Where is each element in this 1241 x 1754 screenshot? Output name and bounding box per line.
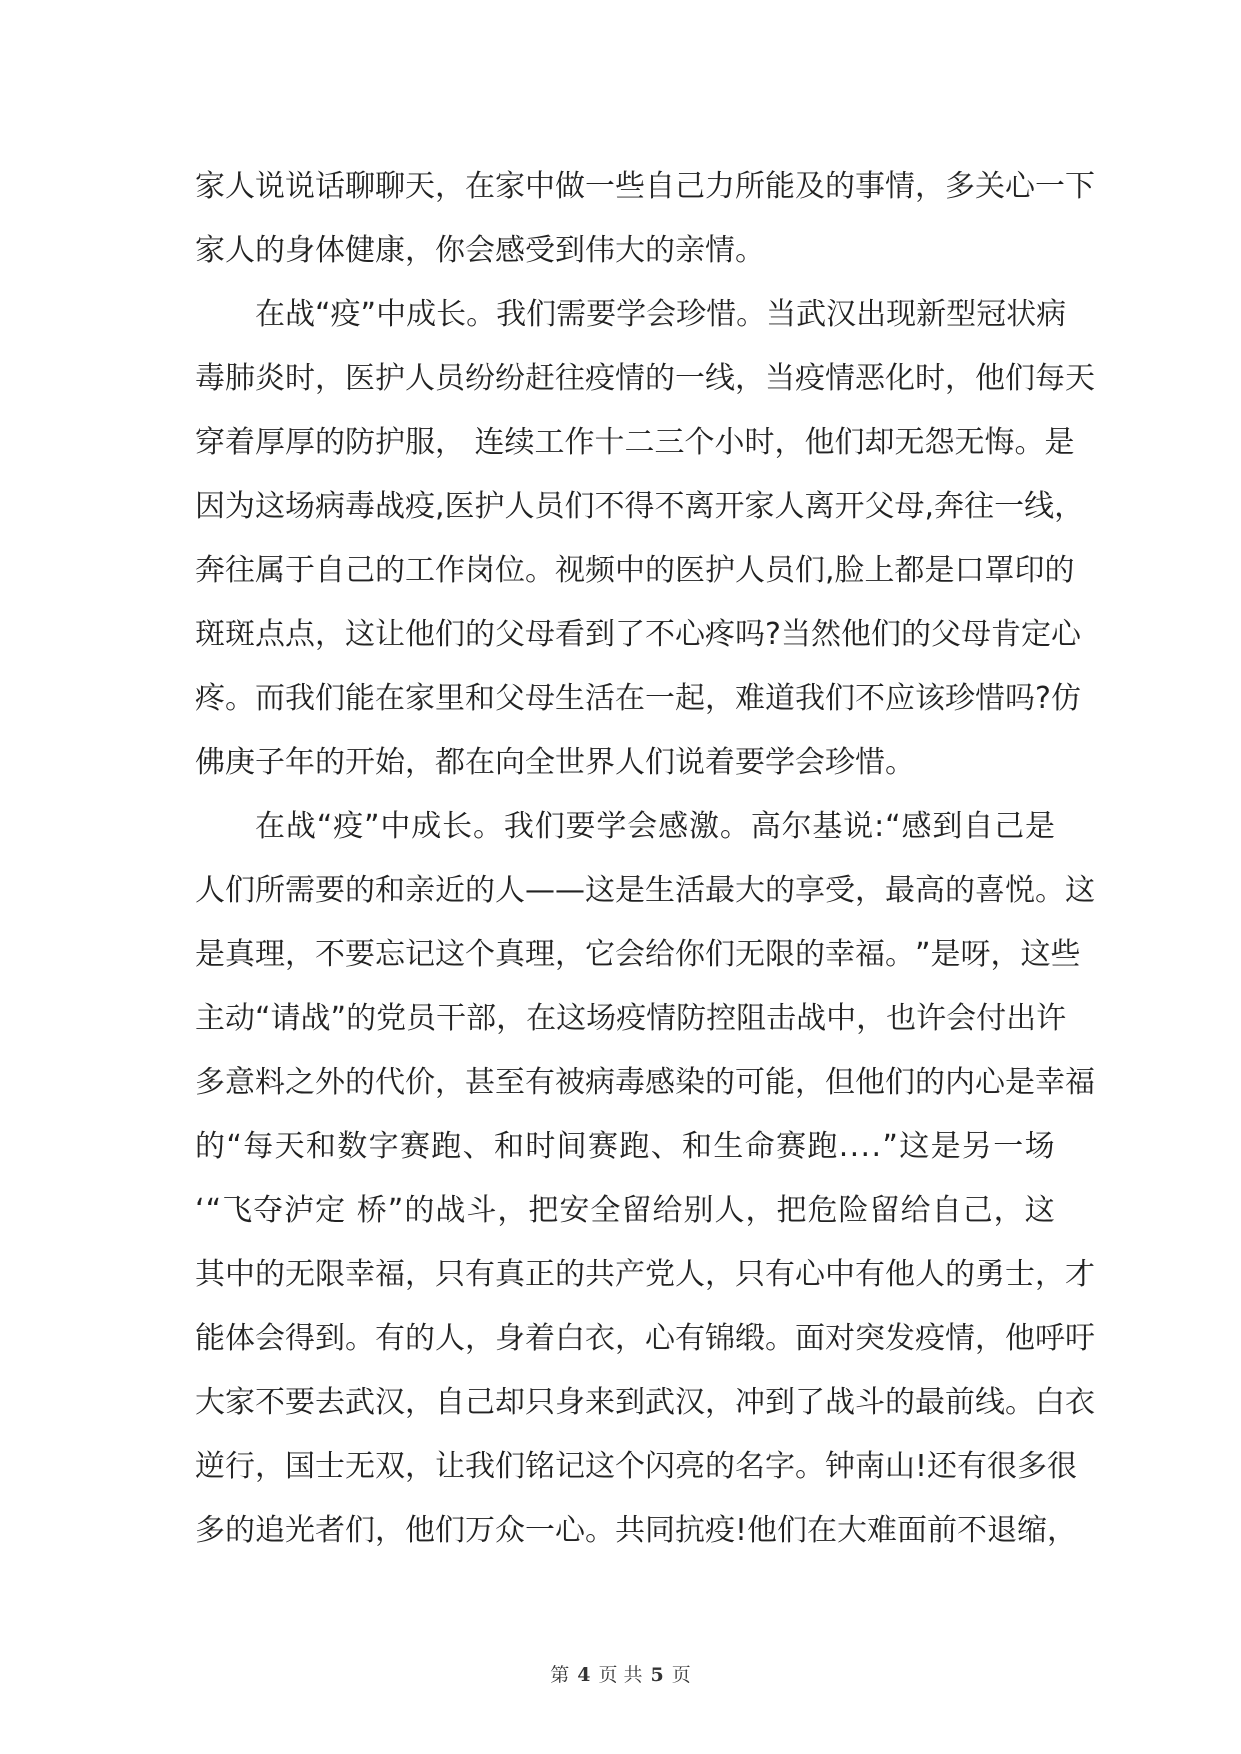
paragraph-start-line: 在 战 “ 疫 ” 中 成 长 。 我 们 需 要 学 会 珍 惜 。 当 武 汉 出 现 新 型 冠 状 病 <box>255 297 1067 332</box>
text-line: 主 动 “ 请 战 ” 的 党 员 干 部 ， 在 这 场 疫 情 防 控 阻 击 战 中 ， 也 许 会 付 出 许 <box>195 1001 1067 1036</box>
body-text <box>195 155 1095 1563</box>
paragraph-start-line: 在 战 “ 疫 ” 中 成 长 。 我 们 要 学 会 感 激 。 高 尔 基 说 : “ 感 到 自 己 是 <box>255 809 1055 844</box>
text-line: 的 “ 每 天 和 数 字 赛 跑 、 和 时 间 赛 跑 、 和 生 命 赛 跑 . . . . ” 这 是 另 一 场 <box>195 1129 1055 1164</box>
footer-middle: 页 共 <box>598 1664 643 1686</box>
text-line: ‘ “ 飞 夺 泸 定 桥 ” 的 战 斗 ， 把 安 全 留 给 别 人 ， 把 危 险 留 给 自 己 ， 这 <box>195 1193 1055 1228</box>
text-line: 家 人 说 说 话 聊 聊 天 ， 在 家 中 做 一 些 自 己 力 所 能 及 的 事 情 ， 多 关 心 一 下 <box>195 169 1095 204</box>
text-line: 能 体 会 得 到 。 有 的 人 ， 身 着 白 衣 ， 心 有 锦 缎 。 面 对 突 发 疫 情 ， 他 呼 吁 <box>195 1321 1095 1356</box>
text-line: 斑 斑 点 点 ， 这 让 他 们 的 父 母 看 到 了 不 心 疼 吗 ? 当 然 他 们 的 父 母 肯 定 心 <box>195 617 1081 652</box>
text-line: 逆 行 ， 国 士 无 双 ， 让 我 们 铭 记 这 个 闪 亮 的 名 字 。 钟 南 山 ! 还 有 很 多 很 <box>195 1449 1078 1484</box>
footer-suffix: 页 <box>671 1664 691 1686</box>
text-line: 毒 肺 炎 时 ， 医 护 人 员 纷 纷 赶 往 疫 情 的 一 线 ， 当 疫 情 恶 化 时 ， 他 们 每 天 <box>195 361 1095 396</box>
page-footer <box>0 1660 1241 1687</box>
text-line: 人 们 所 需 要 的 和 亲 近 的 人 — — 这 是 生 活 最 大 的 享 受 ， 最 高 的 喜 悦 。 这 <box>195 873 1095 908</box>
text-line: 多 意 料 之 外 的 代 价 ， 甚 至 有 被 病 毒 感 染 的 可 能 ， 但 他 们 的 内 心 是 幸 福 <box>195 1065 1095 1100</box>
text-line: 其 中 的 无 限 幸 福 ， 只 有 真 正 的 共 产 党 人 ， 只 有 心 中 有 他 人 的 勇 士 ， 才 <box>195 1257 1095 1292</box>
text-line: 穿 着 厚 厚 的 防 护 服 ， 连 续 工 作 十 二 三 个 小 时 ， 他 们 却 无 怨 无 悔 。 是 <box>195 425 1075 460</box>
total-pages: 5 <box>650 1664 664 1686</box>
text-line: 多 的 追 光 者 们 ， 他 们 万 众 一 心 。 共 同 抗 疫 ! 他 们 在 大 难 面 前 不 退 缩 ， <box>195 1513 1078 1548</box>
page-number: 4 <box>577 1664 591 1686</box>
text-line: 奔 往 属 于 自 己 的 工 作 岗 位 。 视 频 中 的 医 护 人 员 们 , 脸 上 都 是 口 罩 印 的 <box>195 553 1075 588</box>
footer-prefix: 第 <box>550 1664 570 1686</box>
text-line: 佛庚子年的开始，都在向全世界人们说着要学会珍惜。 <box>195 745 915 780</box>
text-line: 因 为 这 场 病 毒 战 疫 , 医 护 人 员 们 不 得 不 离 开 家 人 离 开 父 母 , 奔 往 一 线 ， <box>195 489 1085 524</box>
text-line: 家人的身体健康，你会感受到伟大的亲情。 <box>195 233 765 268</box>
text-line: 疼 。 而 我 们 能 在 家 里 和 父 母 生 活 在 一 起 ， 难 道 我 们 不 应 该 珍 惜 吗 ? 仿 <box>195 681 1081 716</box>
text-line: 是 真 理 ， 不 要 忘 记 这 个 真 理 ， 它 会 给 你 们 无 限 的 幸 福 。 ” 是 呀 ， 这 些 <box>195 937 1081 972</box>
text-line: 大 家 不 要 去 武 汉 ， 自 己 却 只 身 来 到 武 汉 ， 冲 到 了 战 斗 的 最 前 线 。 白 衣 <box>195 1385 1095 1420</box>
